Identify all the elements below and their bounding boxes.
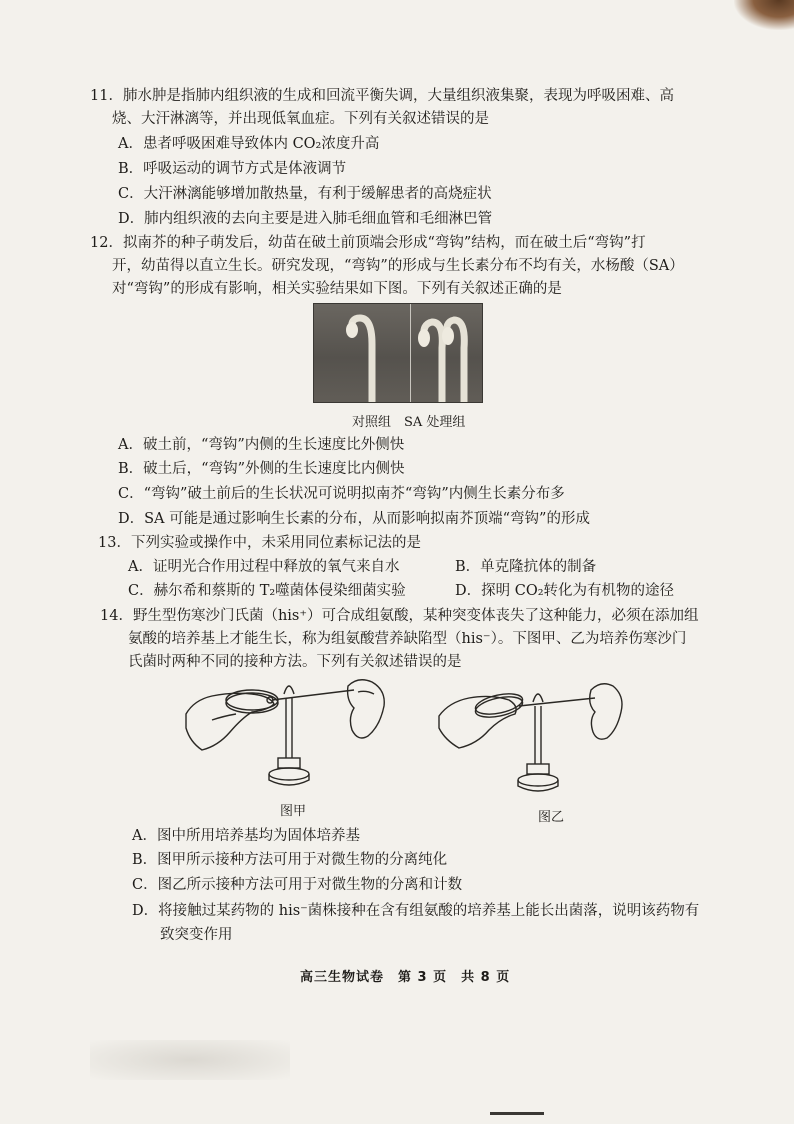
- q13-option-c: C．赫尔希和蔡斯的 T₂噬菌体侵染细菌实验: [128, 583, 406, 599]
- page-footer: 高三生物试卷 第 3 页 共 8 页: [300, 970, 511, 985]
- q14-stem-line3: 氏菌时两种不同的接种方法。下列有关叙述错误的是: [128, 654, 462, 670]
- q14-stem-line1: 14．野生型伤寒沙门氏菌（his⁺）可合成组氨酸，某种突变体丧失了这种能力，必须在添加组: [100, 608, 699, 624]
- q12-option-d: D．SA 可能是通过影响生长素的分布，从而影响拟南芥顶端“弯钩”的形成: [118, 511, 590, 527]
- q11-stem-line2: 烧、大汗淋漓等，并出现低氧血症。下列有关叙述错误的是: [112, 111, 489, 127]
- figure-b-label: 图乙: [538, 810, 565, 825]
- q12-stem-line2: 开，幼苗得以直立生长。研究发现，“弯钩”的形成与生长素分布不均有关，水杨酸（SA）: [112, 258, 684, 274]
- figure-a-streak-plate-illustration: [182, 670, 392, 800]
- q11-option-b: B．呼吸运动的调节方式是体液调节: [118, 161, 347, 177]
- q14-option-c: C．图乙所示接种方法可用于对微生物的分离和计数: [132, 877, 463, 893]
- figure-b-spread-plate-illustration: [435, 676, 625, 806]
- q13-option-a: A．证明光合作用过程中释放的氧气来自水: [128, 559, 400, 575]
- q12-option-c: C．“弯钩”破土前后的生长状况可说明拟南芥“弯钩”内侧生长素分布多: [118, 486, 565, 502]
- q12-stem-line1: 12．拟南芥的种子萌发后，幼苗在破土前顶端会形成“弯钩”结构，而在破土后“弯钩”打: [90, 235, 646, 251]
- q14-option-d-line2: 致突变作用: [160, 927, 233, 943]
- q14-option-a: A．图中所用培养基均为固体培养基: [132, 828, 360, 844]
- q12-figure-caption: 对照组 SA 处理组: [352, 415, 466, 430]
- page-corner-shadow: [734, 0, 794, 30]
- q11-option-c: C．大汗淋漓能够增加散热量，有利于缓解患者的高烧症状: [118, 186, 492, 202]
- q12-option-b: B．破土后，“弯钩”外侧的生长速度比内侧快: [118, 461, 405, 477]
- q12-option-a: A．破土前，“弯钩”内侧的生长速度比外侧快: [118, 437, 405, 453]
- q13-stem: 13．下列实验或操作中，未采用同位素标记法的是: [98, 535, 421, 551]
- figure-a-label: 图甲: [280, 804, 307, 819]
- q11-option-a: A．患者呼吸困难导致体内 CO₂浓度升高: [118, 136, 380, 152]
- q13-option-d: D．探明 CO₂转化为有机物的途径: [455, 583, 675, 599]
- q13-option-b: B．单克隆抗体的制备: [455, 559, 597, 575]
- scan-smudge: [90, 1040, 290, 1080]
- q12-stem-line3: 对“弯钩”的形成有影响，相关实验结果如下图。下列有关叙述正确的是: [112, 281, 562, 297]
- q14-option-b: B．图甲所示接种方法可用于对微生物的分离纯化: [132, 852, 448, 868]
- seedling-hook-photo: [313, 303, 483, 403]
- seedling-image: [314, 304, 482, 402]
- photo-divider: [410, 304, 411, 402]
- q11-option-d: D．肺内组织液的去向主要是进入肺毛细血管和毛细淋巴管: [118, 211, 493, 227]
- q14-stem-line2: 氨酸的培养基上才能生长，称为组氨酸营养缺陷型（his⁻）。下图甲、乙为培养伤寒沙门: [128, 631, 687, 647]
- q11-stem-line1: 11．肺水肿是指肺内组织液的生成和回流平衡失调，大量组织液集聚，表现为呼吸困难、高: [90, 88, 674, 104]
- q14-option-d-line1: D．将接触过某药物的 his⁻菌株接种在含有组氨酸的培养基上能长出菌落，说明该药物有: [132, 903, 700, 919]
- bottom-scan-mark: [490, 1112, 544, 1115]
